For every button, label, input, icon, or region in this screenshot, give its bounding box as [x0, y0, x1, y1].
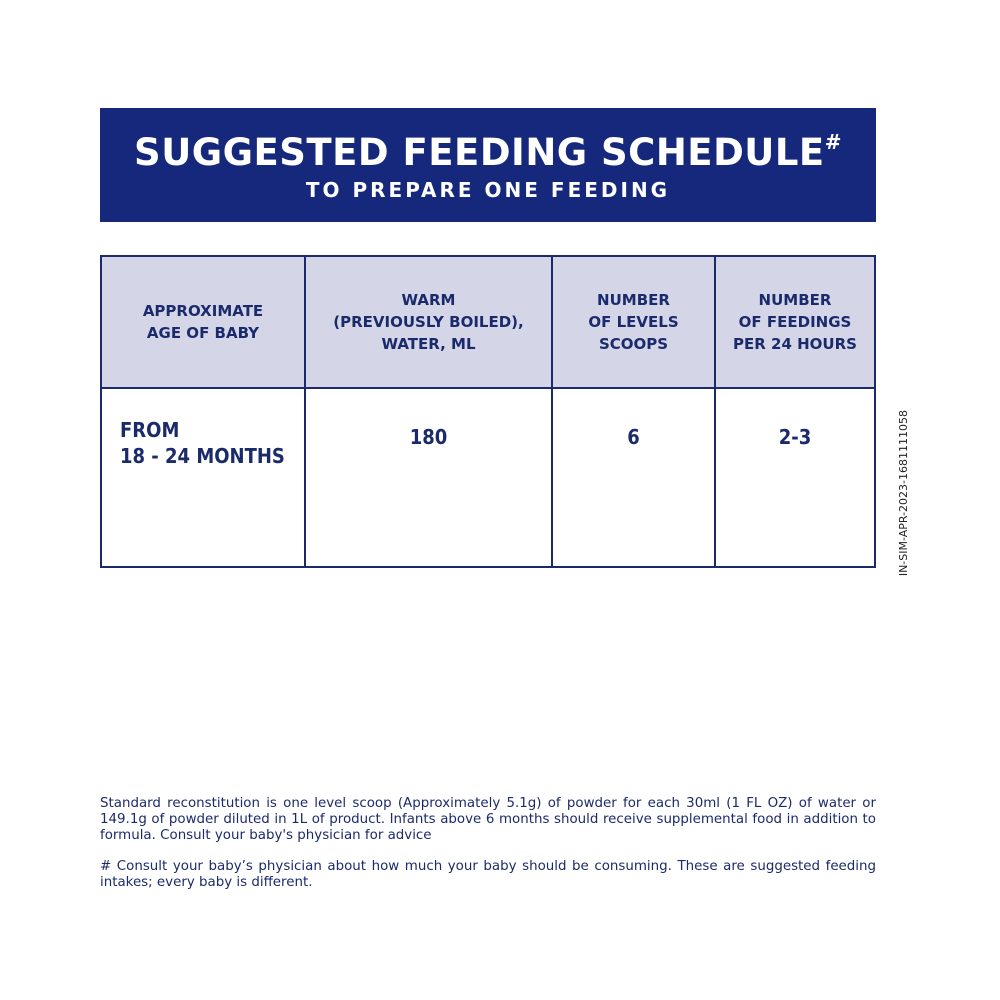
- header-water: [305, 256, 552, 388]
- header-age: [101, 256, 305, 388]
- header-feedings-line1: NUMBER: [758, 291, 832, 309]
- footnote-hash: # Consult your baby’s physician about how much your baby should be consuming. These are suggested feeding intakes; every baby is different.: [100, 859, 876, 890]
- cell-age-line2: 18 - 24 MONTHS: [120, 444, 285, 468]
- header-age-line2: AGE OF BABY: [146, 324, 260, 342]
- page-subtitle: TO PREPARE ONE FEEDING: [305, 178, 671, 202]
- table-header-row: [101, 256, 875, 388]
- header-scoops-line2: OF LEVELS: [588, 313, 679, 331]
- document-code: IN-SIM-APR-2023-1681111058: [897, 410, 910, 577]
- page-title: [100, 130, 876, 174]
- header-feedings-line3: PER 24 HOURS: [733, 335, 857, 353]
- header-scoops-line3: SCOOPS: [598, 335, 669, 353]
- header-water-line3: WATER, ML: [381, 335, 476, 353]
- title-banner: [100, 108, 876, 222]
- header-scoops: [552, 256, 715, 388]
- footnote-standard-reconstitution: Standard reconstitution is one level scoop (Approximately 5.1g) of powder for each 30ml (1 FL OZ) of water or 149.1g of powder diluted in 1L of product. Infants above 6 months should receive supplemental food in addition to formula. Consult your baby's physician for advice: [100, 796, 876, 843]
- header-feedings-line2: OF FEEDINGS: [738, 313, 852, 331]
- header-water-line1: WARM: [401, 291, 456, 309]
- cell-scoops: 6: [552, 388, 715, 567]
- cell-age-line1: FROM: [120, 418, 180, 442]
- cell-feedings: 2-3: [715, 388, 875, 567]
- title-footnote-mark: #: [824, 130, 842, 154]
- cell-age: [101, 388, 305, 567]
- page-title-text: SUGGESTED FEEDING SCHEDULE: [134, 131, 825, 174]
- header-scoops-line1: NUMBER: [597, 291, 670, 309]
- header-water-line2: (PREVIOUSLY BOILED),: [333, 313, 524, 331]
- header-feedings: [715, 256, 875, 388]
- cell-water-ml: 180: [305, 388, 552, 567]
- table-row: [101, 388, 875, 567]
- feeding-schedule-table: [100, 255, 876, 568]
- header-age-line1: APPROXIMATE: [142, 302, 264, 320]
